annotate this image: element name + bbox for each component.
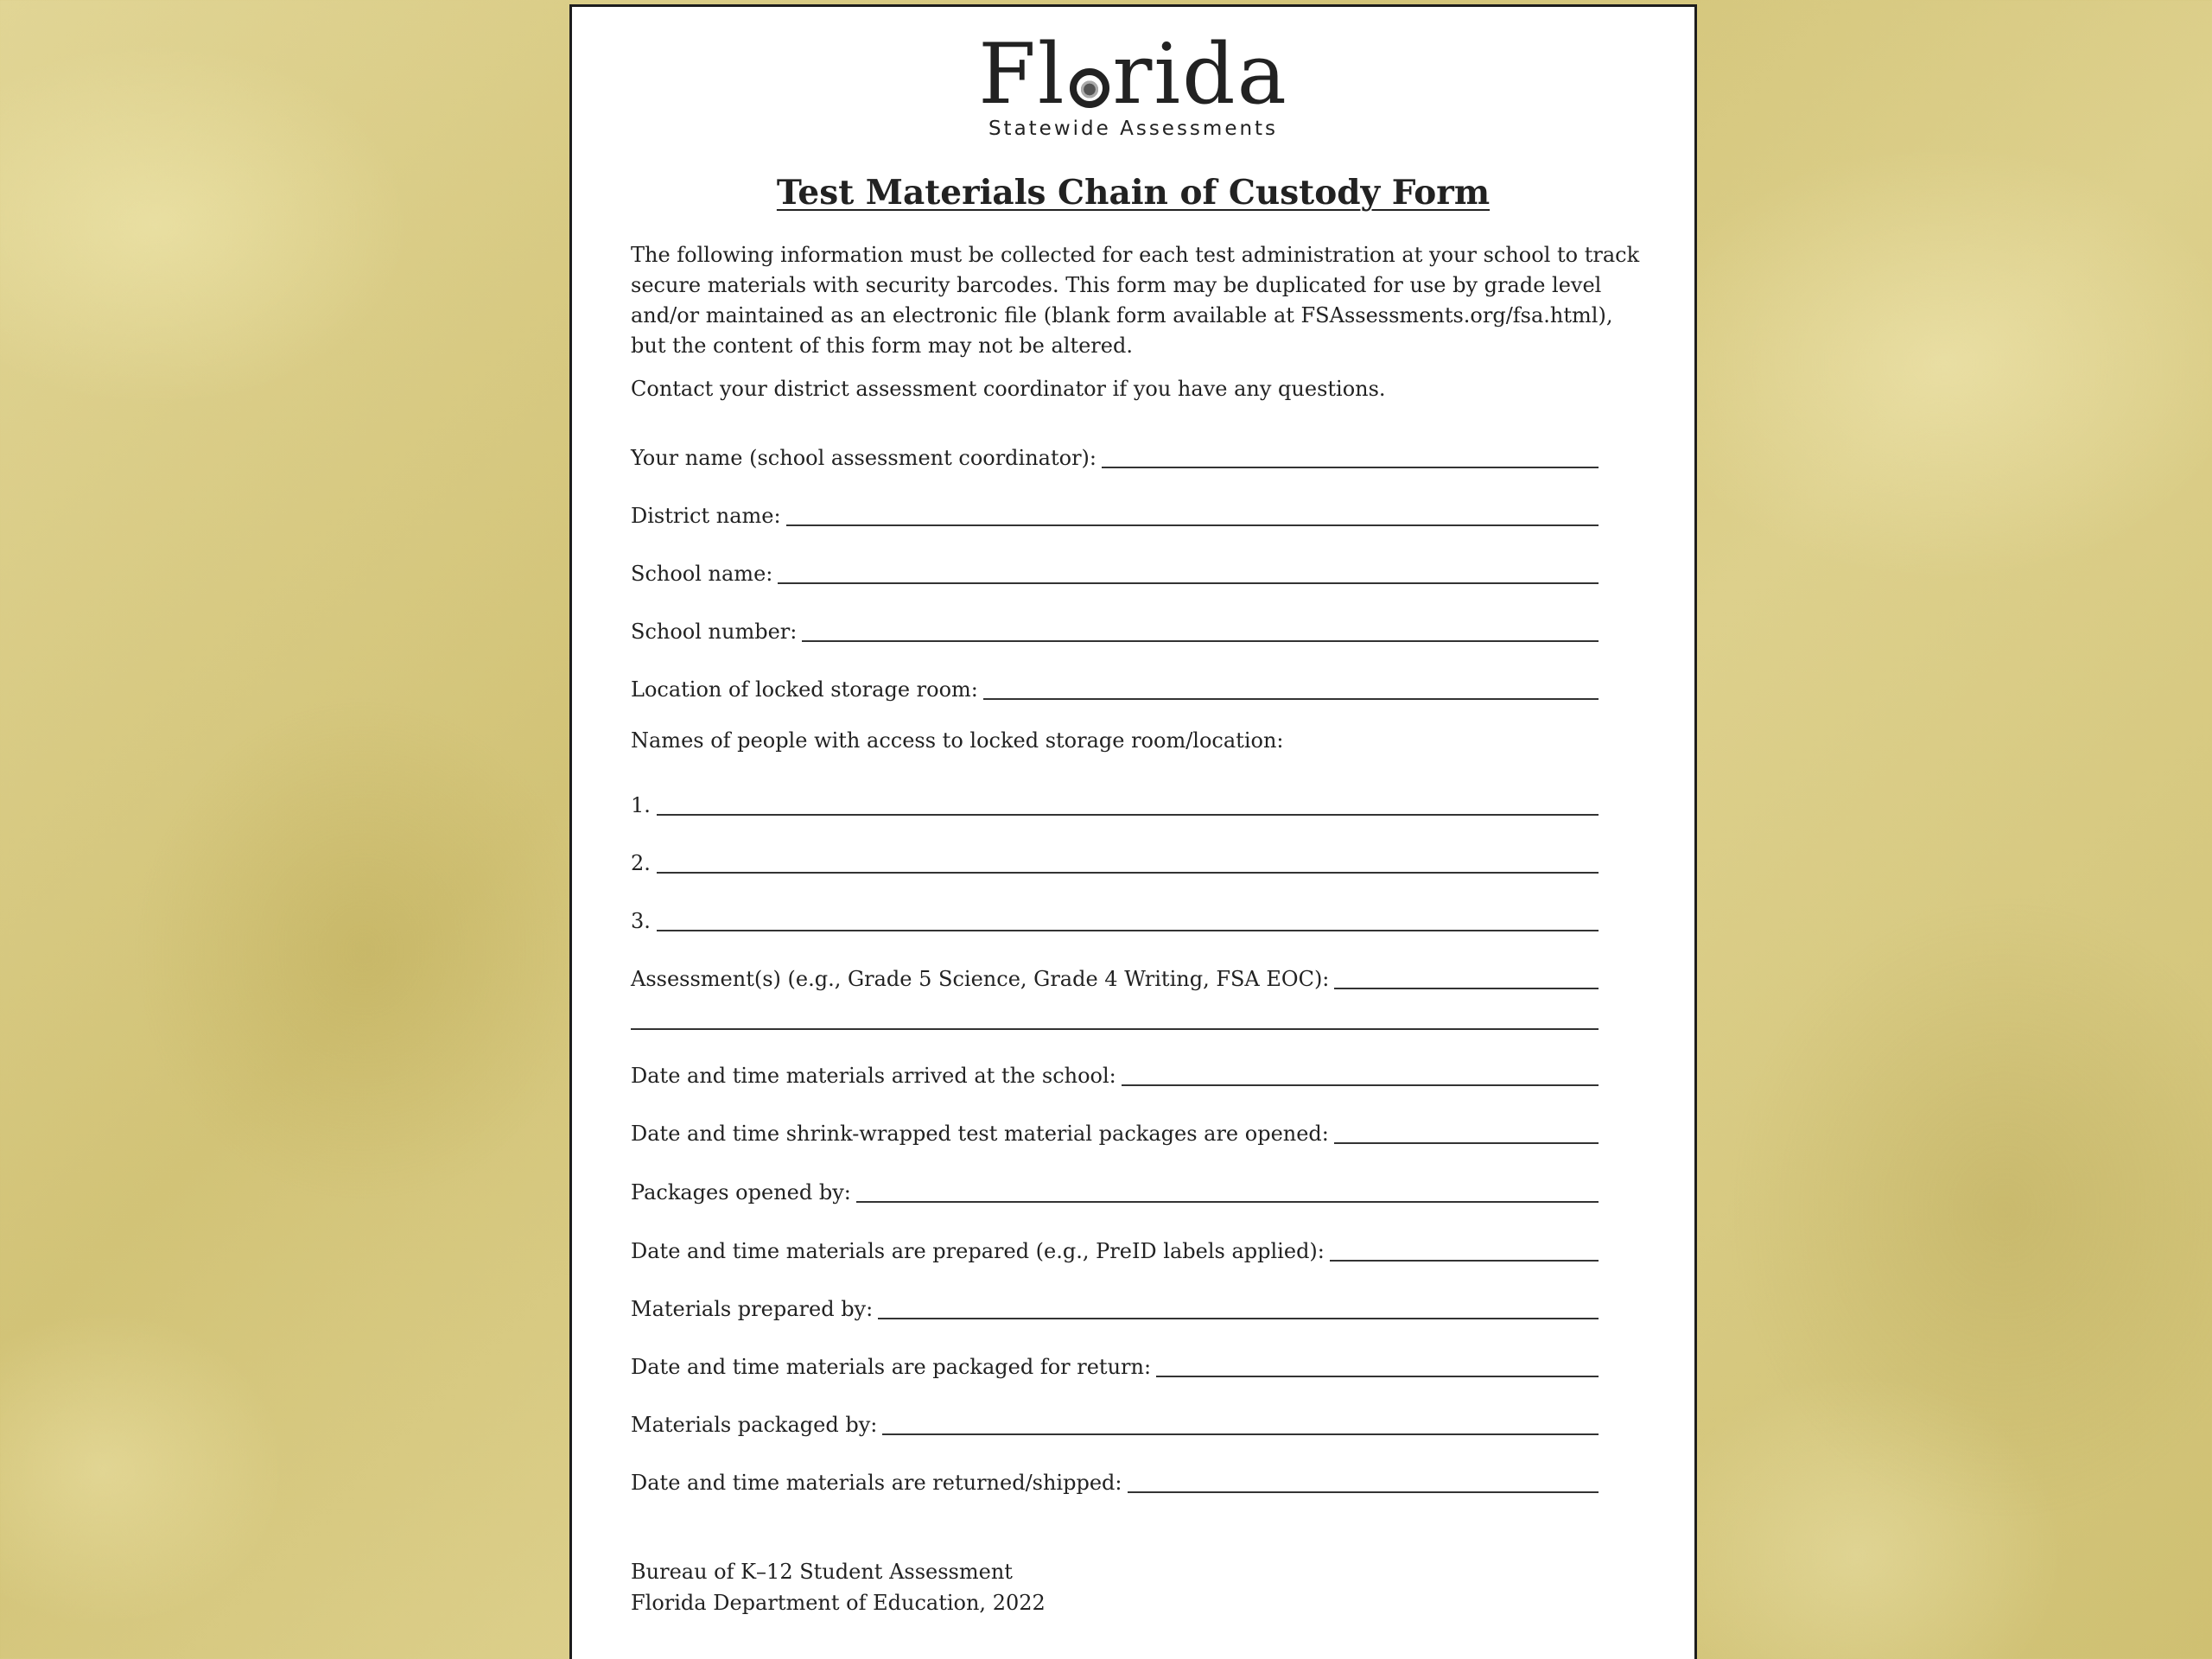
field-label: Date and time materials are returned/shipped: — [631, 1471, 1122, 1495]
footer-credit — [631, 1556, 1046, 1618]
field-label: Materials packaged by: — [631, 1413, 878, 1437]
fill-line[interactable] — [1102, 467, 1599, 468]
field-label: Assessment(s) (e.g., Grade 5 Science, Grade 4 Writing, FSA EOC): — [631, 967, 1330, 991]
field-access-1[interactable] — [631, 788, 1599, 817]
form-title: Test Materials Chain of Custody Form — [776, 173, 1491, 213]
fill-line[interactable] — [1334, 1142, 1599, 1144]
fill-line[interactable] — [802, 640, 1599, 642]
orange-emblem-icon — [1070, 68, 1109, 108]
fill-line[interactable] — [657, 872, 1599, 874]
field-prepared-by[interactable] — [631, 1292, 1599, 1321]
fill-line[interactable] — [657, 930, 1599, 931]
fill-line[interactable] — [856, 1201, 1599, 1203]
fill-line[interactable] — [983, 698, 1599, 700]
footer-bureau: Bureau of K–12 Student Assessment — [631, 1560, 1013, 1584]
field-label: Materials prepared by: — [631, 1297, 874, 1321]
field-packaged[interactable] — [631, 1350, 1599, 1379]
field-storage-location[interactable] — [631, 672, 1599, 702]
fill-line[interactable] — [878, 1318, 1599, 1319]
field-label: School number: — [631, 620, 798, 644]
field-prepared[interactable] — [631, 1234, 1599, 1263]
fill-line[interactable] — [1334, 988, 1599, 989]
field-label: Date and time materials are prepared (e.g., PreID labels applied): — [631, 1239, 1325, 1263]
logo-wordmark: Fl rida — [978, 26, 1288, 123]
fill-line[interactable] — [786, 524, 1599, 526]
field-access-3[interactable] — [631, 904, 1599, 933]
field-label: Date and time materials are packaged for return: — [631, 1355, 1152, 1379]
form-page — [569, 4, 1697, 1659]
field-school-name[interactable] — [631, 556, 1599, 586]
fill-line[interactable] — [1128, 1491, 1599, 1493]
field-returned[interactable] — [631, 1465, 1599, 1495]
field-packaged-by[interactable] — [631, 1408, 1599, 1437]
field-opened[interactable] — [631, 1116, 1599, 1146]
field-label: 3. — [631, 909, 651, 933]
field-access-2[interactable] — [631, 846, 1599, 875]
field-label: 2. — [631, 851, 651, 875]
field-assessments[interactable] — [631, 962, 1599, 991]
footer-department: Florida Department of Education, 2022 — [631, 1591, 1046, 1615]
field-label: District name: — [631, 504, 781, 528]
field-opened-by[interactable] — [631, 1175, 1599, 1205]
fill-line[interactable] — [1330, 1260, 1599, 1262]
field-label: Your name (school assessment coordinator): — [631, 446, 1097, 470]
field-label: Packages opened by: — [631, 1180, 851, 1205]
fill-line[interactable] — [1156, 1376, 1599, 1377]
field-label: School name: — [631, 562, 773, 586]
field-your-name[interactable] — [631, 441, 1599, 470]
field-label: Date and time materials arrived at the school: — [631, 1064, 1116, 1088]
field-school-number[interactable] — [631, 614, 1599, 644]
fill-line[interactable] — [1122, 1084, 1599, 1086]
fill-line[interactable] — [882, 1433, 1599, 1435]
fill-line[interactable] — [657, 814, 1599, 816]
field-label: Location of locked storage room: — [631, 677, 978, 702]
logo-subtitle: Statewide Assessments — [988, 118, 1279, 140]
field-district-name[interactable] — [631, 499, 1599, 528]
fill-line[interactable] — [778, 582, 1599, 584]
intro-paragraph: The following information must be collected for each test administration at your school to track secure materials with security barcodes. This form may be duplicated for use by grade level and/or maintained as an electronic file (blank form available at FSAssessments.org/fsa.html), but the content of this form may not be altered. — [631, 243, 1640, 358]
field-label: Date and time shrink-wrapped test material packages are opened: — [631, 1122, 1329, 1146]
field-label: 1. — [631, 793, 651, 817]
access-names-heading: Names of people with access to locked storage room/location: — [631, 728, 1284, 753]
field-arrived[interactable] — [631, 1058, 1599, 1088]
field-assessments-continuation-line[interactable] — [631, 1028, 1599, 1030]
florida-logo — [572, 26, 1694, 140]
contact-note: Contact your district assessment coordinator if you have any questions. — [631, 377, 1386, 401]
